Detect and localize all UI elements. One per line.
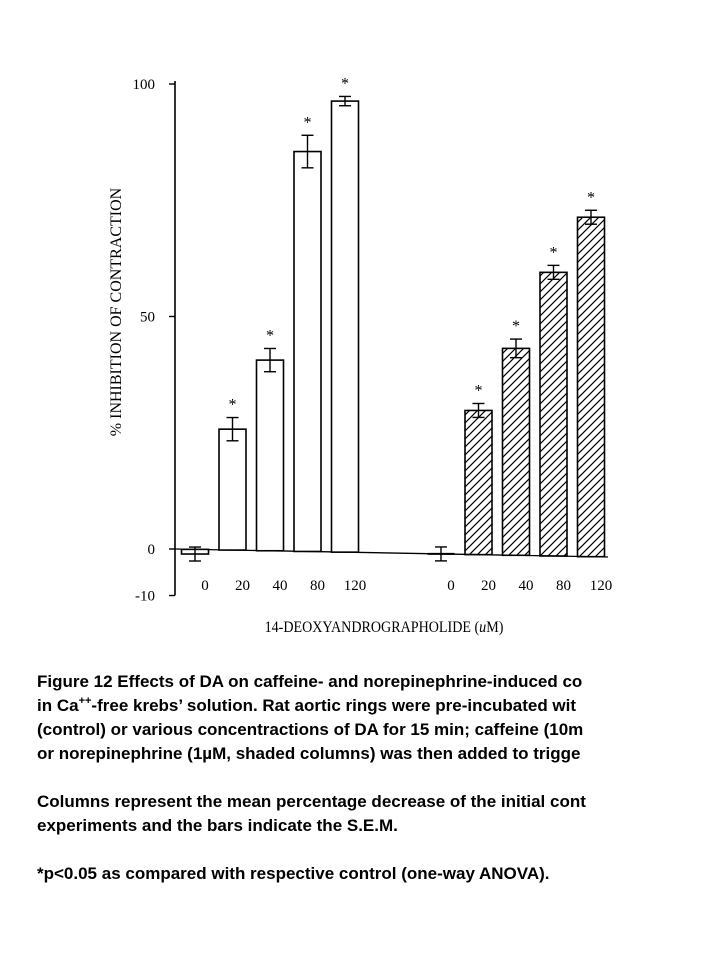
x-tick-label: 20 <box>235 578 250 594</box>
superscript: ++ <box>78 695 92 707</box>
significance-marker: * <box>474 382 483 400</box>
x-tick-label: 40 <box>518 578 534 594</box>
bar <box>219 429 246 550</box>
x-tick-label: 20 <box>481 578 496 594</box>
x-tick-label: 80 <box>310 578 325 594</box>
bar <box>578 217 605 556</box>
caption-text: -free krebs’ solution. Rat aortic rings were pre-incubated wit <box>91 696 577 715</box>
x-tick-label: 40 <box>272 578 288 594</box>
y-axis-label: % INHIBITION OF CONTRACTION <box>108 187 125 437</box>
bar <box>332 101 359 552</box>
y-tick-label: 50 <box>140 309 155 326</box>
significance-marker: * <box>549 244 558 262</box>
x-ticks <box>201 578 612 594</box>
caption-paragraph-3: *p<0.05 as compared with respective control (one-way ANOVA). <box>37 864 550 883</box>
x-axis-label-part: u <box>479 619 487 637</box>
caption-line: Columns represent the mean percentage decrease of the initial cont <box>37 792 586 811</box>
x-axis-label-part: 14-DEOXYANDROGRAPHOLIDE ( <box>264 619 480 637</box>
x-tick-label: 120 <box>589 578 613 594</box>
caption-line: or norepinephrine (1µM, shaded columns) was then added to trigge <box>37 744 581 763</box>
y-tick-label: -10 <box>135 588 155 605</box>
caption-line <box>37 696 576 715</box>
x-axis-label <box>265 619 504 636</box>
caption-line: Figure 12 Effects of DA on caffeine- and norepinephrine-induced co <box>37 672 583 691</box>
y-tick-label: 100 <box>132 77 155 93</box>
y-tick-label: 0 <box>147 542 155 558</box>
bar <box>465 410 492 554</box>
significance-marker: * <box>512 318 520 336</box>
x-tick-label: 120 <box>343 578 367 594</box>
caption-text: in Ca <box>37 696 79 715</box>
significance-marker: * <box>228 396 237 414</box>
bar <box>540 272 567 556</box>
caption-line: experiments and the bars indicate the S.E.M. <box>37 816 398 835</box>
caption-line: (control) or various concentractions of DA for 15 min; caffeine (10m <box>37 720 584 739</box>
caption-paragraph-2 <box>37 790 719 838</box>
y-ticks <box>133 77 176 605</box>
significance-marker: * <box>341 75 349 93</box>
figure-caption <box>37 670 719 886</box>
x-tick-label: 80 <box>556 578 571 594</box>
x-tick-label: 0 <box>201 578 209 594</box>
significance-marker: * <box>266 327 274 345</box>
bar <box>294 152 321 552</box>
bars <box>182 75 605 561</box>
caption-paragraph-1 <box>37 670 719 766</box>
x-axis-label-part: M) <box>486 619 504 637</box>
bar <box>503 348 530 555</box>
significance-marker: * <box>587 189 595 207</box>
bar <box>257 360 284 551</box>
significance-marker: * <box>303 114 312 132</box>
x-tick-label: 0 <box>447 578 455 594</box>
